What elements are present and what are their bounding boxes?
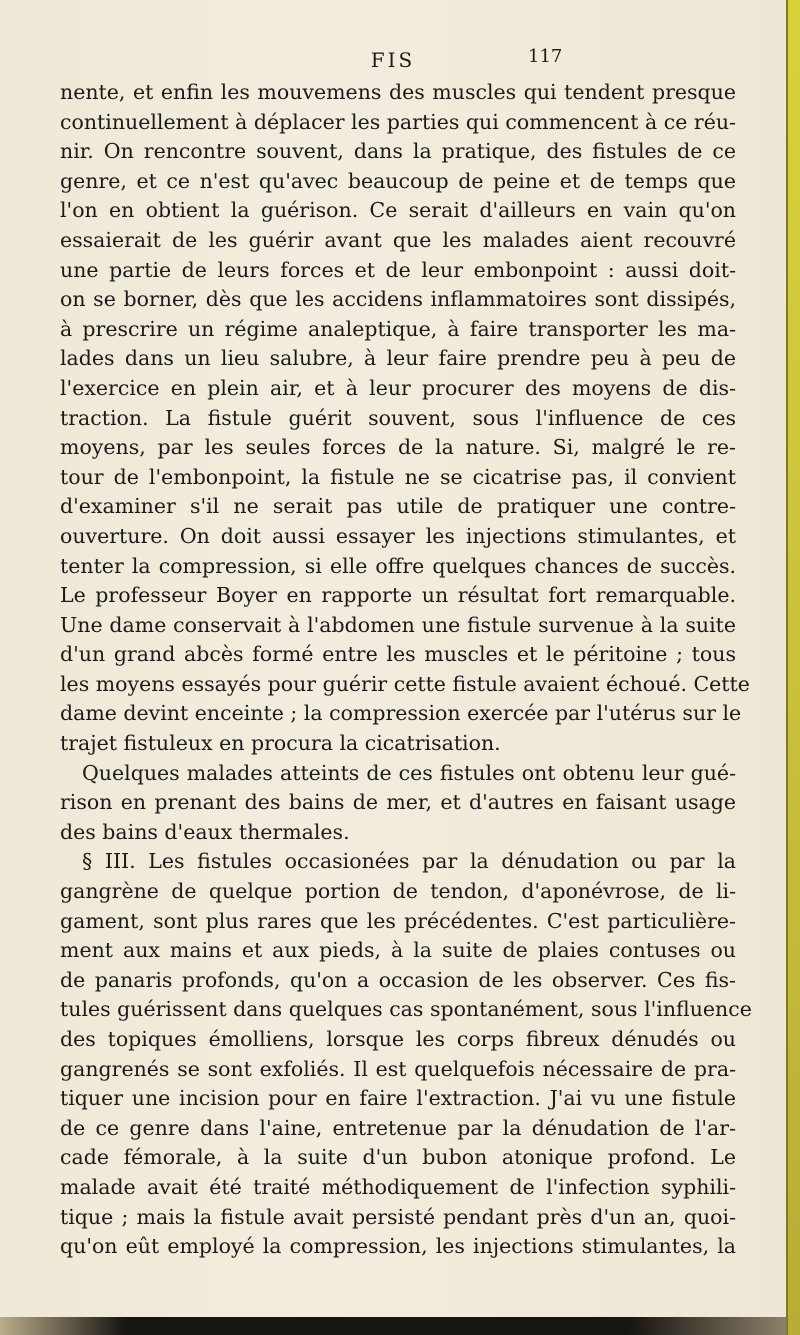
text-line: une partie de leurs forces et de leur embonpoint : aussi doit- bbox=[60, 257, 736, 282]
text-line: des bains d'eaux thermales. bbox=[60, 819, 350, 844]
page-bottom-edge bbox=[0, 1317, 786, 1335]
text-line: les moyens essayés pour guérir cette fistule avaient échoué. Cette bbox=[60, 671, 750, 696]
page-header bbox=[0, 48, 786, 74]
text-line: traction. La fistule guérit souvent, sous l'influence de ces bbox=[60, 405, 736, 430]
text-line: l'on en obtient la guérison. Ce serait d'ailleurs en vain qu'on bbox=[60, 198, 736, 223]
text-line: gangrène de quelque portion de tendon, d'aponévrose, de li- bbox=[60, 879, 736, 904]
text-line: malade avait été traité méthodiquement de l'infection syphili- bbox=[60, 1174, 736, 1199]
text-line: d'examiner s'il ne serait pas utile de pratiquer une contre- bbox=[60, 494, 736, 519]
text-line: essaierait de les guérir avant que les malades aient recouvré bbox=[60, 227, 736, 252]
text-line: de panaris profonds, qu'on a occasion de les observer. Ces fis- bbox=[60, 967, 736, 992]
text-line: à prescrire un régime analeptique, à faire transporter les ma- bbox=[60, 316, 736, 341]
text-line: qu'on eût employé la compression, les injections stimulantes, la bbox=[60, 1234, 736, 1259]
text-line: on se borner, dès que les accidens inflammatoires sont dissipés, bbox=[60, 287, 736, 312]
text-line: Une dame conservait à l'abdomen une fistule survenue à la suite bbox=[60, 612, 736, 637]
text-line: des topiques émolliens, lorsque les corps fibreux dénudés ou bbox=[60, 1027, 736, 1051]
text-line: ouverture. On doit aussi essayer les injections stimulantes, et bbox=[60, 523, 736, 548]
page-edge-strip bbox=[786, 0, 800, 1335]
text-line: rison en prenant des bains de mer, et d'autres en faisant usage bbox=[60, 790, 736, 815]
text-line: tiquer une incision pour en faire l'extraction. J'ai vu une fistule bbox=[60, 1086, 736, 1111]
text-line: Le professeur Boyer en rapporte un résultat fort remarquable. bbox=[60, 583, 736, 608]
page-number: 117 bbox=[528, 46, 563, 67]
text-line: moyens, par les seules forces de la nature. Si, malgré le re- bbox=[60, 435, 736, 460]
body-text bbox=[60, 78, 752, 1262]
text-line: tour de l'embonpoint, la fistule ne se cicatrise pas, il convient bbox=[60, 464, 736, 489]
text-line: trajet fistuleux en procura la cicatrisation. bbox=[60, 731, 501, 756]
text-line: gament, sont plus rares que les précédentes. C'est particulière- bbox=[60, 908, 736, 933]
text-line: continuellement à déplacer les parties qui commencent à ce réu- bbox=[60, 109, 736, 134]
text-line: l'exercice en plein air, et à leur procurer des moyens de dis- bbox=[60, 375, 736, 400]
text-line: § III. Les fistules occasionées par la dénudation ou par la bbox=[82, 849, 736, 874]
text-line: genre, et ce n'est qu'avec beaucoup de peine et de temps que bbox=[60, 168, 736, 193]
text-line: tules guérissent dans quelques cas spontanément, sous l'influence bbox=[60, 997, 752, 1022]
text-line: lades dans un lieu salubre, à leur faire prendre peu à peu de bbox=[60, 346, 736, 371]
text-line: tique ; mais la fistule avait persisté pendant près d'un an, quoi- bbox=[60, 1204, 736, 1229]
text-line: nir. On rencontre souvent, dans la pratique, des fistules de ce bbox=[60, 139, 736, 164]
text-line: tenter la compression, si elle offre quelques chances de succès. bbox=[60, 553, 736, 578]
text-line: Quelques malades atteints de ces fistules ont obtenu leur gué- bbox=[82, 760, 736, 785]
text-line: de ce genre dans l'aine, entretenue par la dénudation de l'ar- bbox=[60, 1115, 736, 1140]
text-line: nente, et enfin les mouvemens des muscles qui tendent presque bbox=[60, 80, 736, 104]
text-line: cade fémorale, à la suite d'un bubon atonique profond. Le bbox=[60, 1145, 736, 1170]
text-line: ment aux mains et aux pieds, à la suite de plaies contuses ou bbox=[60, 938, 736, 963]
text-line: d'un grand abcès formé entre les muscles et le péritoine ; tous bbox=[60, 642, 736, 667]
text-line: gangrenés se sont exfoliés. Il est quelquefois nécessaire de pra- bbox=[60, 1056, 736, 1081]
text-line: dame devint enceinte ; la compression exercée par l'utérus sur le bbox=[60, 701, 742, 726]
running-head: FIS bbox=[370, 48, 416, 72]
